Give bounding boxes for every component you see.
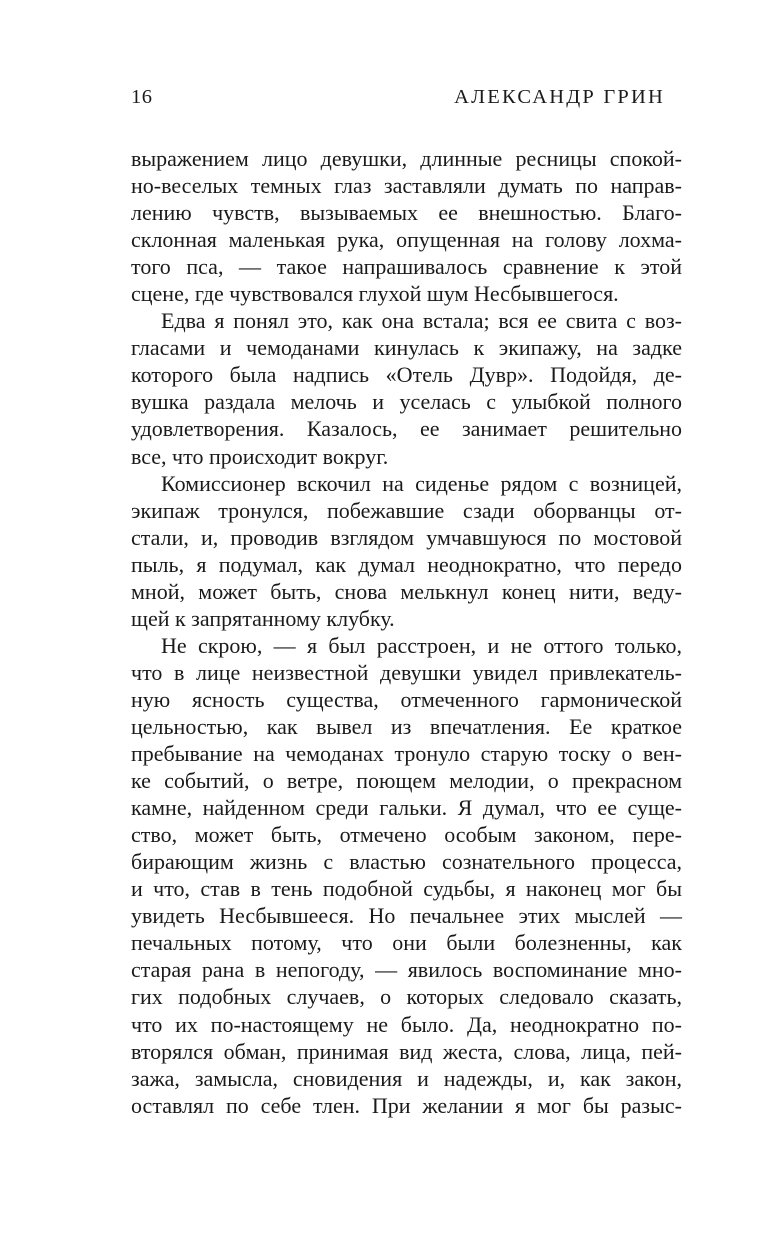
text-line: Комиссионер вскочил на сиденье рядом с возницей, <box>161 470 682 496</box>
text-line: увидеть Несбывшееся. Но печальнее этих мыслей — <box>131 903 682 929</box>
text-line: и что, став в тень подобной судьбы, я наконец мог бы <box>131 876 682 902</box>
text-line: ство, может быть, отмечено особым законом, пере- <box>131 822 682 848</box>
text-line: стали, и, проводив взглядом умчавшуюся по мостовой <box>131 524 682 550</box>
text-line: Едва я понял это, как она встала; вся ее свита с воз- <box>161 308 682 334</box>
text-line: камне, найденном среди гальки. Я думал, что ее суще- <box>131 795 682 821</box>
text-line: пребывание на чемоданах тронуло старую тоску о вен- <box>131 741 682 767</box>
text-line: которого была надпись «Отель Дувр». Подойдя, де- <box>131 362 682 388</box>
text-line: того пса, — такое напрашивалось сравнение к этой <box>131 254 682 280</box>
text-line: склонная маленькая рука, опущенная на голову лохма- <box>131 227 682 253</box>
page-number: 16 <box>131 86 153 108</box>
text-line: пыль, я подумал, как думал неоднократно, что передо <box>131 551 682 577</box>
text-line: старая рана в непогоду, — явилось воспоминание мно- <box>131 957 682 983</box>
text-line: зажа, замысла, сновидения и надежды, и, как закон, <box>131 1065 682 1091</box>
text-line: все, что происходит вокруг. <box>131 443 389 469</box>
text-line: но-веселых темных глаз заставляли думать по направ- <box>131 173 682 199</box>
text-line: выражением лицо девушки, длинные ресницы спокой- <box>131 146 682 171</box>
text-line: бирающим жизнь с властью сознательного процесса, <box>131 849 682 875</box>
text-line: экипаж тронулся, побежавшие сзади оборванцы от- <box>131 497 682 523</box>
running-header <box>131 86 665 116</box>
text-line: сцене, где чувствовался глухой шум Несбывшегося. <box>131 281 619 307</box>
text-line: вушка раздала мелочь и уселась с улыбкой полного <box>131 389 682 415</box>
text-line: удовлетворения. Казалось, ее занимает решительно <box>131 416 682 442</box>
text-line: ную ясность существа, отмеченного гармонической <box>131 686 682 712</box>
text-line: вторялся обман, принимая вид жеста, слова, лица, пей- <box>131 1038 682 1064</box>
text-line: Не скрою, — я был расстроен, и не оттого только, <box>161 632 682 658</box>
text-line: мной, может быть, снова мелькнул конец нити, веду- <box>131 578 682 604</box>
text-line: гласами и чемоданами кинулась к экипажу, на задке <box>131 335 682 361</box>
text-line: гих подобных случаев, о которых следовало сказать, <box>131 984 682 1010</box>
text-line: лению чувств, вызываемых ее внешностью. Благо- <box>131 200 682 226</box>
text-line: что в лице неизвестной девушки увидел привлекатель- <box>131 659 682 685</box>
text-line: оставлял по себе тлен. При желании я мог бы разыс- <box>131 1092 682 1118</box>
text-line: щей к запрятанному клубку. <box>131 605 395 631</box>
text-line: печальных потому, что они были болезненны, как <box>131 930 682 956</box>
text-line: ке событий, о ветре, поющем мелодии, о прекрасном <box>131 768 682 794</box>
body-text <box>131 145 682 1119</box>
text-line: что их по-настоящему не было. Да, неоднократно по- <box>131 1011 682 1037</box>
text-line: цельностью, как вывел из впечатления. Ее краткое <box>131 713 682 739</box>
running-head-author: АЛЕКСАНДР ГРИН <box>454 86 665 108</box>
